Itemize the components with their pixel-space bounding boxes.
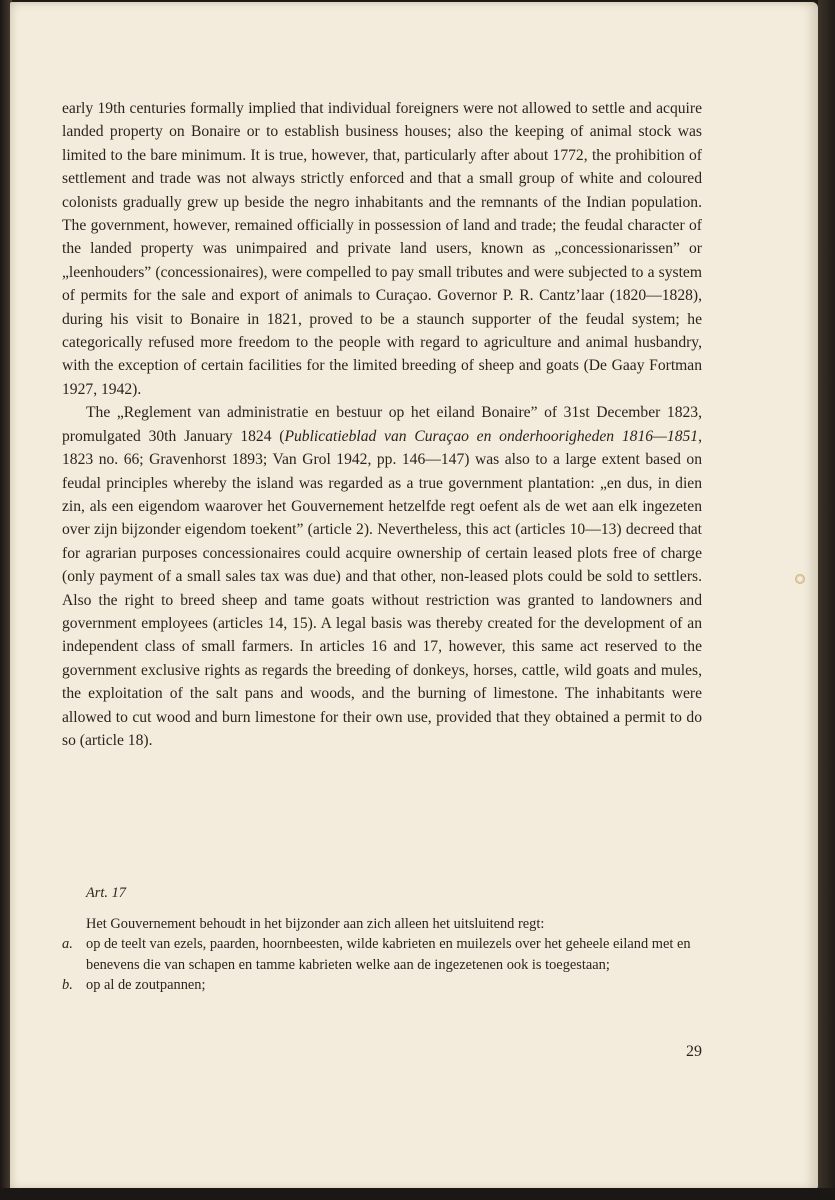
list-marker: b. [62,977,73,993]
list-marker: a. [62,936,73,952]
paragraph-2-rest: , 1823 no. 66; Gravenhorst 1893; Van Grol 1942, pp. 146—147) was also to a large extent based on feudal principles whereby the island was regarded as a true government plantation: „en dus, in dien zin, als een eigendom waarover het Gouvernement hetzelfde regt oefent als de wet aan elk ingezeten over zijn bijzonder eigendom toekent” (article 2). Nevertheless, this act (articles 10—13) decreed that for agrarian purposes concessionaires could acquire ownership of certain leased plots free of charge (only payment of a small sales tax was due) and that other, non-leased plots could be sold to settlers. Also the right to breed sheep and tame goats without restriction was granted to landowners and government employees (articles 14, 15). A legal basis was thereby created for the development of an independent class of small farmers. In articles 16 and 17, however, this same act reserved to the government exclusive rights as regards the breeding of donkeys, horses, cattle, wild goats and mules, the exploitation of the salt pans and woods, and the burning of limestone. The inhabitants were allowed to cut wood and burn limestone for their own use, provided that they obtained a permit to do so (article 18). [62,427,702,749]
page-edge [818,0,835,1200]
article-item-b [62,975,702,996]
binding-hole-mark [795,574,805,584]
body-text [62,97,702,752]
paragraph-1: early 19th centuries formally implied that individual foreigners were not allowed to settle and acquire landed property on Bonaire or to establish business houses; also the keeping of animal stock was limited to the bare minimum. It is true, however, that, particularly after about 1772, the prohibition of settlement and trade was not always strictly enforced and that a small group of white and coloured colonists gradually grew up beside the negro inhabitants and the remnants of the Indian population. The government, however, remained officially in possession of land and trade; the feudal character of the landed property was unimpaired and private land users, known as „concessionarissen” or „leenhouders” (concessionaires), were compelled to pay small tributes and were subjected to a system of permits for the sale and export of animals to Curaçao. Governor P. R. Cantz’laar (1820—1828), during his visit to Bonaire in 1821, proved to be a staunch supporter of the feudal system; he categorically refused more freedom to the people with regard to agriculture and animal husbandry, with the exception of certain facilities for the limited breeding of sheep and goats (De Gaay Fortman 1927, 1942). [62,100,702,398]
article-quote [62,883,702,996]
page-bottom-edge [0,1188,835,1200]
article-item-a [62,934,702,975]
article-intro: Het Gouvernement behoudt in het bijzonder aan zich alleen het uitsluitend regt: [86,915,545,932]
publication-title: Publicatieblad van Curaçao en onderhoorigheden 1816—1851 [284,427,699,445]
list-item-text: op al de zoutpannen; [86,977,206,993]
list-item-text: op de teelt van ezels, paarden, hoornbeesten, wilde kabrieten en muilezels over het geheele eiland met en benevens die van schapen en tamme kabrieten welke aan de ingezetenen ook is toegestaan; [86,936,691,973]
paragraph-2 [62,401,702,752]
page-number: 29 [686,1043,702,1060]
paragraph-2-start: The „Reglement van administratie en bestuur op het eiland Bonaire” of 31st December 1823, promulgated 30th January 1824 ( [62,404,702,445]
article-heading: Art. 17 [86,885,126,901]
